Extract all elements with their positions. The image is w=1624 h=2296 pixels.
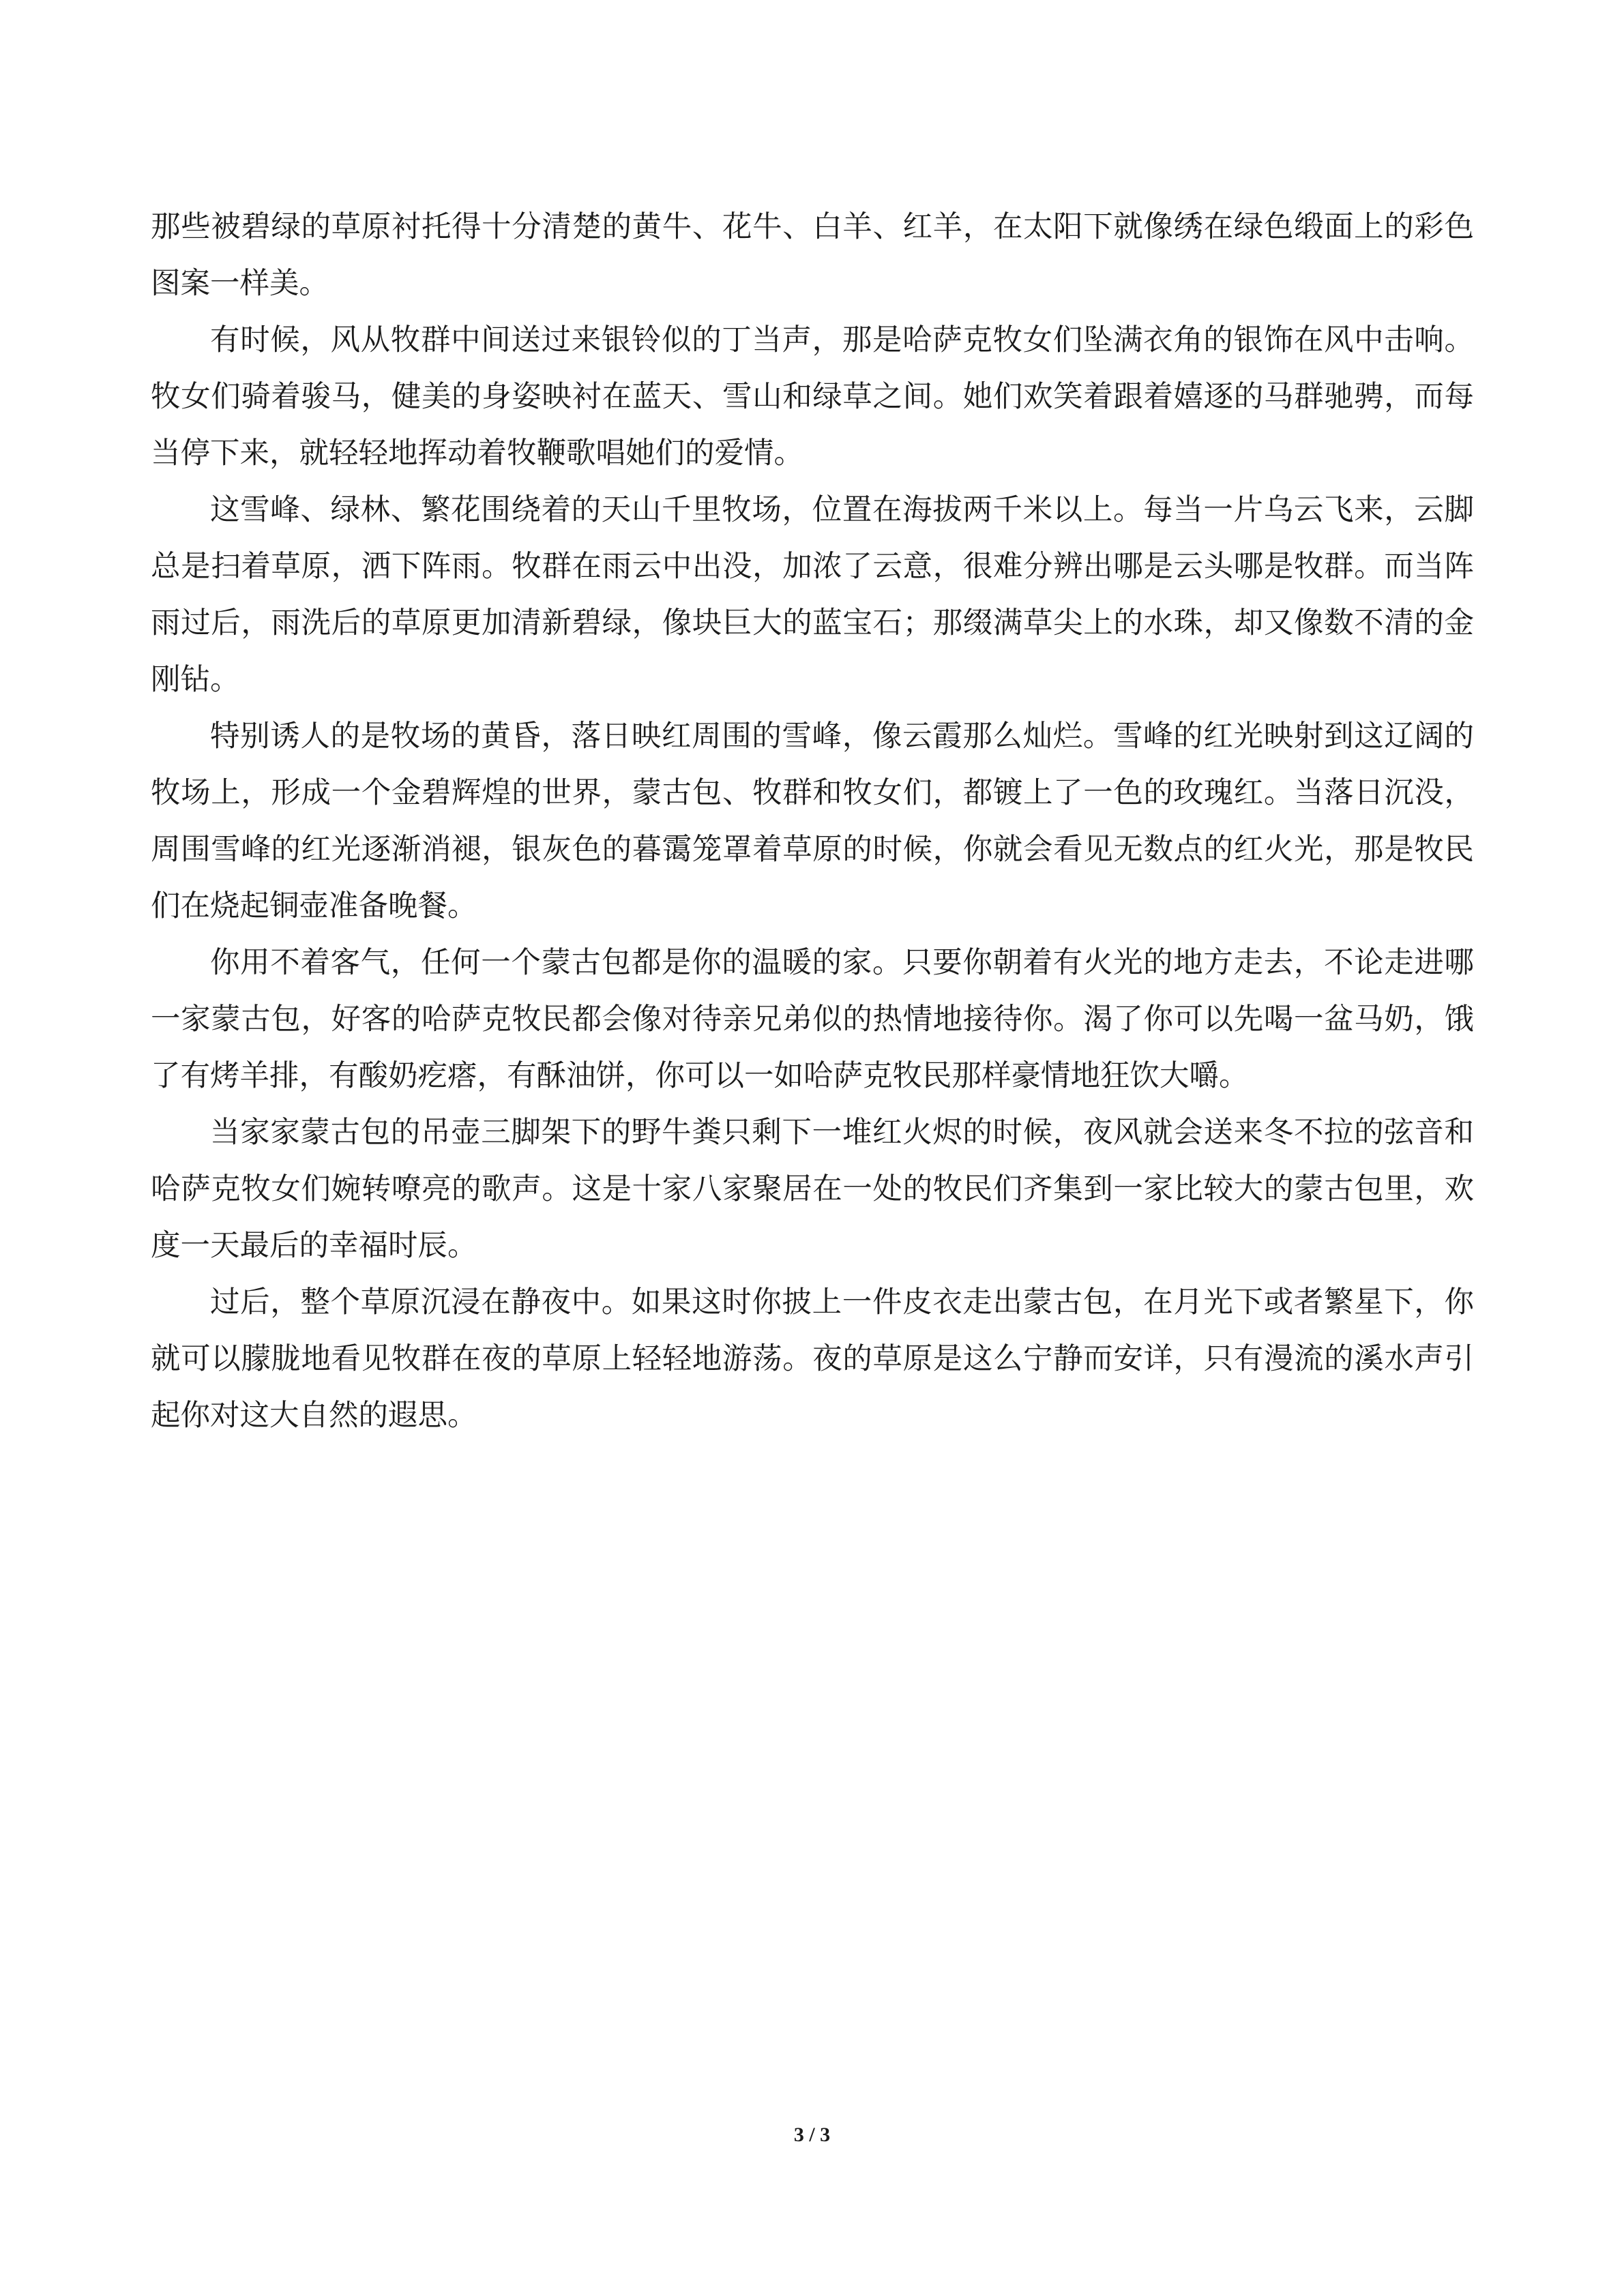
page-number: 3 / 3 xyxy=(793,2123,831,2146)
paragraph-3: 这雪峰、绿林、繁花围绕着的天山千里牧场，位置在海拔两千米以上。每当一片乌云飞来，云脚总是扫着草原，洒下阵雨。牧群在雨云中出没，加浓了云意，很难分辨出哪是云头哪是牧群。而当阵雨过后，雨洗后的草原更加清新碧绿，像块巨大的蓝宝石；那缀满草尖上的水珠，却又像数不清的金刚钻。 xyxy=(151,493,1474,697)
paragraph-2: 有时候，风从牧群中间送过来银铃似的丁当声，那是哈萨克牧女们坠满衣角的银饰在风中击响。牧女们骑着骏马，健美的身姿映衬在蓝天、雪山和绿草之间。她们欢笑着跟着嬉逐的马群驰骋，而每当停下来，就轻轻地挥动着牧鞭歌唱她们的爱情。 xyxy=(151,323,1474,471)
article-body xyxy=(151,199,1474,1444)
paragraph-1: 那些被碧绿的草原衬托得十分清楚的黄牛、花牛、白羊、红羊，在太阳下就像绣在绿色缎面上的彩色图案一样美。 xyxy=(151,210,1474,301)
paragraph-5: 你用不着客气，任何一个蒙古包都是你的温暖的家。只要你朝着有火光的地方走去，不论走进哪一家蒙古包，好客的哈萨克牧民都会像对待亲兄弟似的热情地接待你。渴了你可以先喝一盆马奶，饿了有烤羊排，有酸奶疙瘩，有酥油饼，你可以一如哈萨克牧民那样豪情地狂饮大嚼。 xyxy=(151,946,1474,1093)
paragraph-4: 特别诱人的是牧场的黄昏，落日映红周围的雪峰，像云霞那么灿烂。雪峰的红光映射到这辽阔的牧场上，形成一个金碧辉煌的世界，蒙古包、牧群和牧女们，都镀上了一色的玫瑰红。当落日沉没，周围雪峰的红光逐渐消褪，银灰色的暮霭笼罩着草原的时候，你就会看见无数点的红火光，那是牧民们在烧起铜壶准备晚餐。 xyxy=(151,719,1474,923)
paragraph-6: 当家家蒙古包的吊壶三脚架下的野牛粪只剩下一堆红火烬的时候，夜风就会送来冬不拉的弦音和哈萨克牧女们婉转嘹亮的歌声。这是十家八家聚居在一处的牧民们齐集到一家比较大的蒙古包里，欢度一天最后的幸福时辰。 xyxy=(151,1116,1474,1263)
paragraph-7: 过后，整个草原沉浸在静夜中。如果这时你披上一件皮衣走出蒙古包，在月光下或者繁星下，你就可以朦胧地看见牧群在夜的草原上轻轻地游荡。夜的草原是这么宁静而安详，只有漫流的溪水声引起你对这大自然的遐思。 xyxy=(151,1285,1474,1433)
